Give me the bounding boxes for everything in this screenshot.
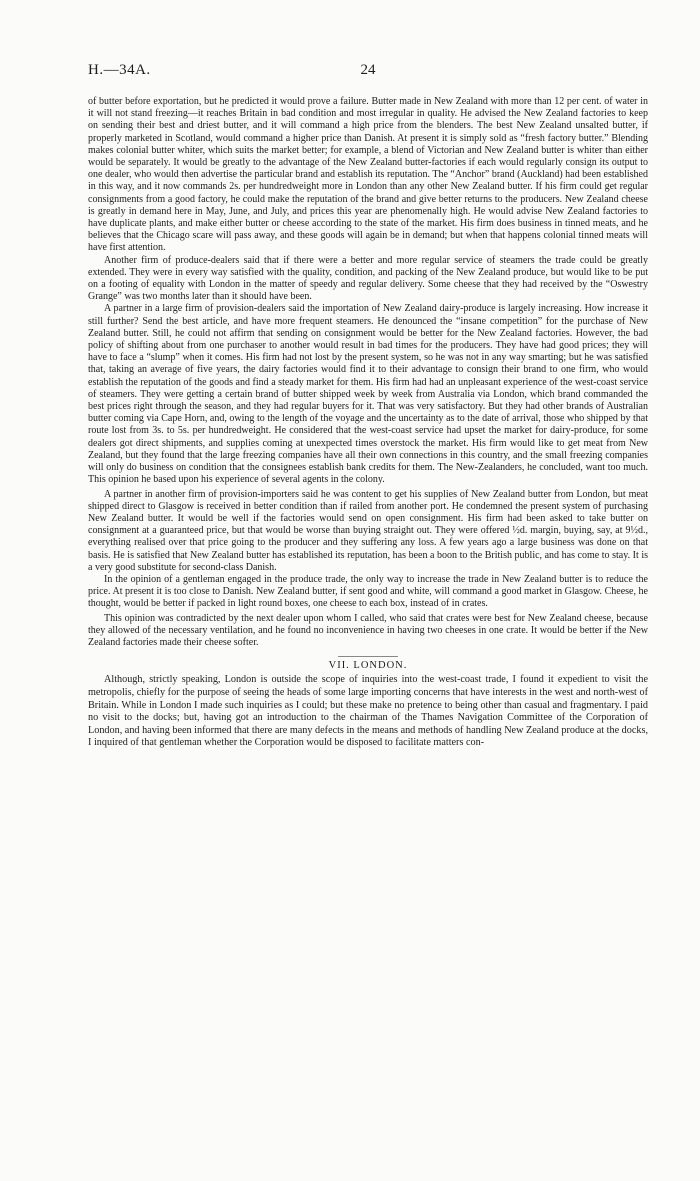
paragraph: A partner in a large firm of provision-dealers said the importation of New Zealand dairy-produce is largely increasing. How increase it still further? Send the best article, and have more frequent steamers. He denounced the “insane competition” for the purchase of New Zealand butter. Still, he could not affirm that sending on consignment would be better for the New Zealand factories. However, the bad policy of shifting about from one purchaser to another would result in bad times for the producers. They have had good prices; they will have to face a “slump” when it comes. His firm had not lost by the present system, so he was not in any way smarting; but he was satisfied that, taking an average of five years, the dairy factories would find it to their advantage to consign their brand to one firm, who would establish the reputation of the goods and find a steady market for them. His firm had had an unpleasant experience of the west-coast service of steamers. They were getting a certain brand of butter shipped week by week from Australia via London, which brand commanded the best prices right through the season, and they had regular buyers for it. That was very satisfactory. But they had other brands of Australian butter coming via Cape Horn, and, owing to the length of the voyage and the uncertainty as to the date of arrival, those who shipped by that route lost from 3s. to 5s. per hundredweight. He considered that the west-coast service had upset the market for dairy-produce, for some dealers got direct shipments, and supplies coming at unexpected times overstock the market. His firm would like to get meat from New Zealand, but they found that the large freezing companies have all their own connections in this country, and the small freezing companies will only do business on condition that the consignees establish bank credits for them. The New-Zealanders, he concluded, want too much. This opinion he based upon his experience of several agents in the colony. <box>88 303 648 486</box>
paragraph: of butter before exportation, but he predicted it would prove a failure. Butter made in New Zealand with more than 12 per cent. of water in it will not stand freezing—it reaches Britain in bad condition and most irregular in quality. He advised the New Zealand factories to keep on sending their best and driest butter, and it will command a high price from the blenders. The best New Zealand unsalted butter, if properly marketed in Scotland, would command a higher price than Danish. At present it is simply sold as “fresh factory butter.” Blending makes colonial butter whiter, which suits the market better; for example, a blend of Victorian and New Zealand butter is whiter than either would be separately. It would be greatly to the advantage of the New Zealand butter-factories if each would regularly consign its output to one dealer, who would then advertise the particular brand and establish its reputation. The “Anchor” brand (Auckland) had been established in this way, and it now commands 2s. per hundredweight more in London than any other New Zealand butter. If his firm could get regular consignments from a good factory, he could make the reputation of the brand and give better returns to the producers. New Zealand cheese is greatly in demand here in May, June, and July, and prices this year are phenomenally high. He would advise New Zealand factories to have duplicate plants, and make either butter or cheese according to the state of the market. His firm does business in tinned meats, and he believes that the Chicago scare will pass away, and these goods will again be in demand; but when that happens colonial tinned meats will have first attention. <box>88 96 648 254</box>
page-number: 24 <box>360 62 376 78</box>
running-head <box>88 62 648 82</box>
paragraph: A partner in another firm of provision-importers said he was content to get his supplies of New Zealand butter from London, but meat shipped direct to Glasgow is received in better condition than if railed from another port. He condemned the present system of purchasing New Zealand butter. It would be well if the factories would send on open consignment. His firm had been asked to take butter on consignment at a guaranteed price, but that would be worse than buying straight out. They were offered ½d. margin, buying, say, at 9½d., everything realised over that price going to the producer and they suffering any loss. A few years ago a large business was done on that basis. He is satisfied that New Zealand butter has established its reputation, has been a boon to the British public, and has come to stay. It is a very good substitute for second-class Danish. <box>88 488 648 573</box>
paragraph: Although, strictly speaking, London is outside the scope of inquiries into the west-coast trade, I found it expedient to visit the metropolis, chiefly for the purpose of seeing the heads of some large importing concerns that have interests in the west and north-west of Britain. While in London I made such inquiries as I could; but these make no pretence to being other than casual and fragmentary. I paid no visit to the docks; but, having got an introduction to the chairman of the Thames Navigation Committee of the Corporation of London, and having been informed that there are many defects in the means and methods of handling New Zealand produce at the docks, I inquired of that gentleman whether the Corporation would be disposed to facilitate matters con- <box>88 674 648 749</box>
paragraph: Another firm of produce-dealers said that if there were a better and more regular service of steamers the trade could be greatly extended. They were in every way satisfied with the quality, condition, and packing of the New Zealand produce, but would like to be put on a footing of equality with London in the matter of speedy and regular delivery. Some cheese that they had received by the “Oswestry Grange” was two months later than it should have been. <box>88 254 648 303</box>
section-heading-text: VII. LONDON. <box>328 660 408 672</box>
paragraph: This opinion was contradicted by the next dealer upon whom I called, who said that crates were best for New Zealand cheese, because they allowed of the necessary ventilation, and he found no inconvenience in having two cheeses in one crate. It would be better if the New Zealand factories made their cheese softer. <box>88 612 648 648</box>
document-reference: H.—34A. <box>88 62 151 78</box>
section-heading <box>328 656 408 672</box>
london-section <box>88 674 648 750</box>
paragraph: In the opinion of a gentleman engaged in the produce trade, the only way to increase the trade in New Zealand butter is to reduce the price. At present it is too close to Danish. New Zealand butter, if sent good and white, will command a good market in Glasgow. Cheese, he thought, would be better if packed in light round boxes, one cheese to each box, instead of in crates. <box>88 573 648 610</box>
body-text <box>88 96 648 750</box>
